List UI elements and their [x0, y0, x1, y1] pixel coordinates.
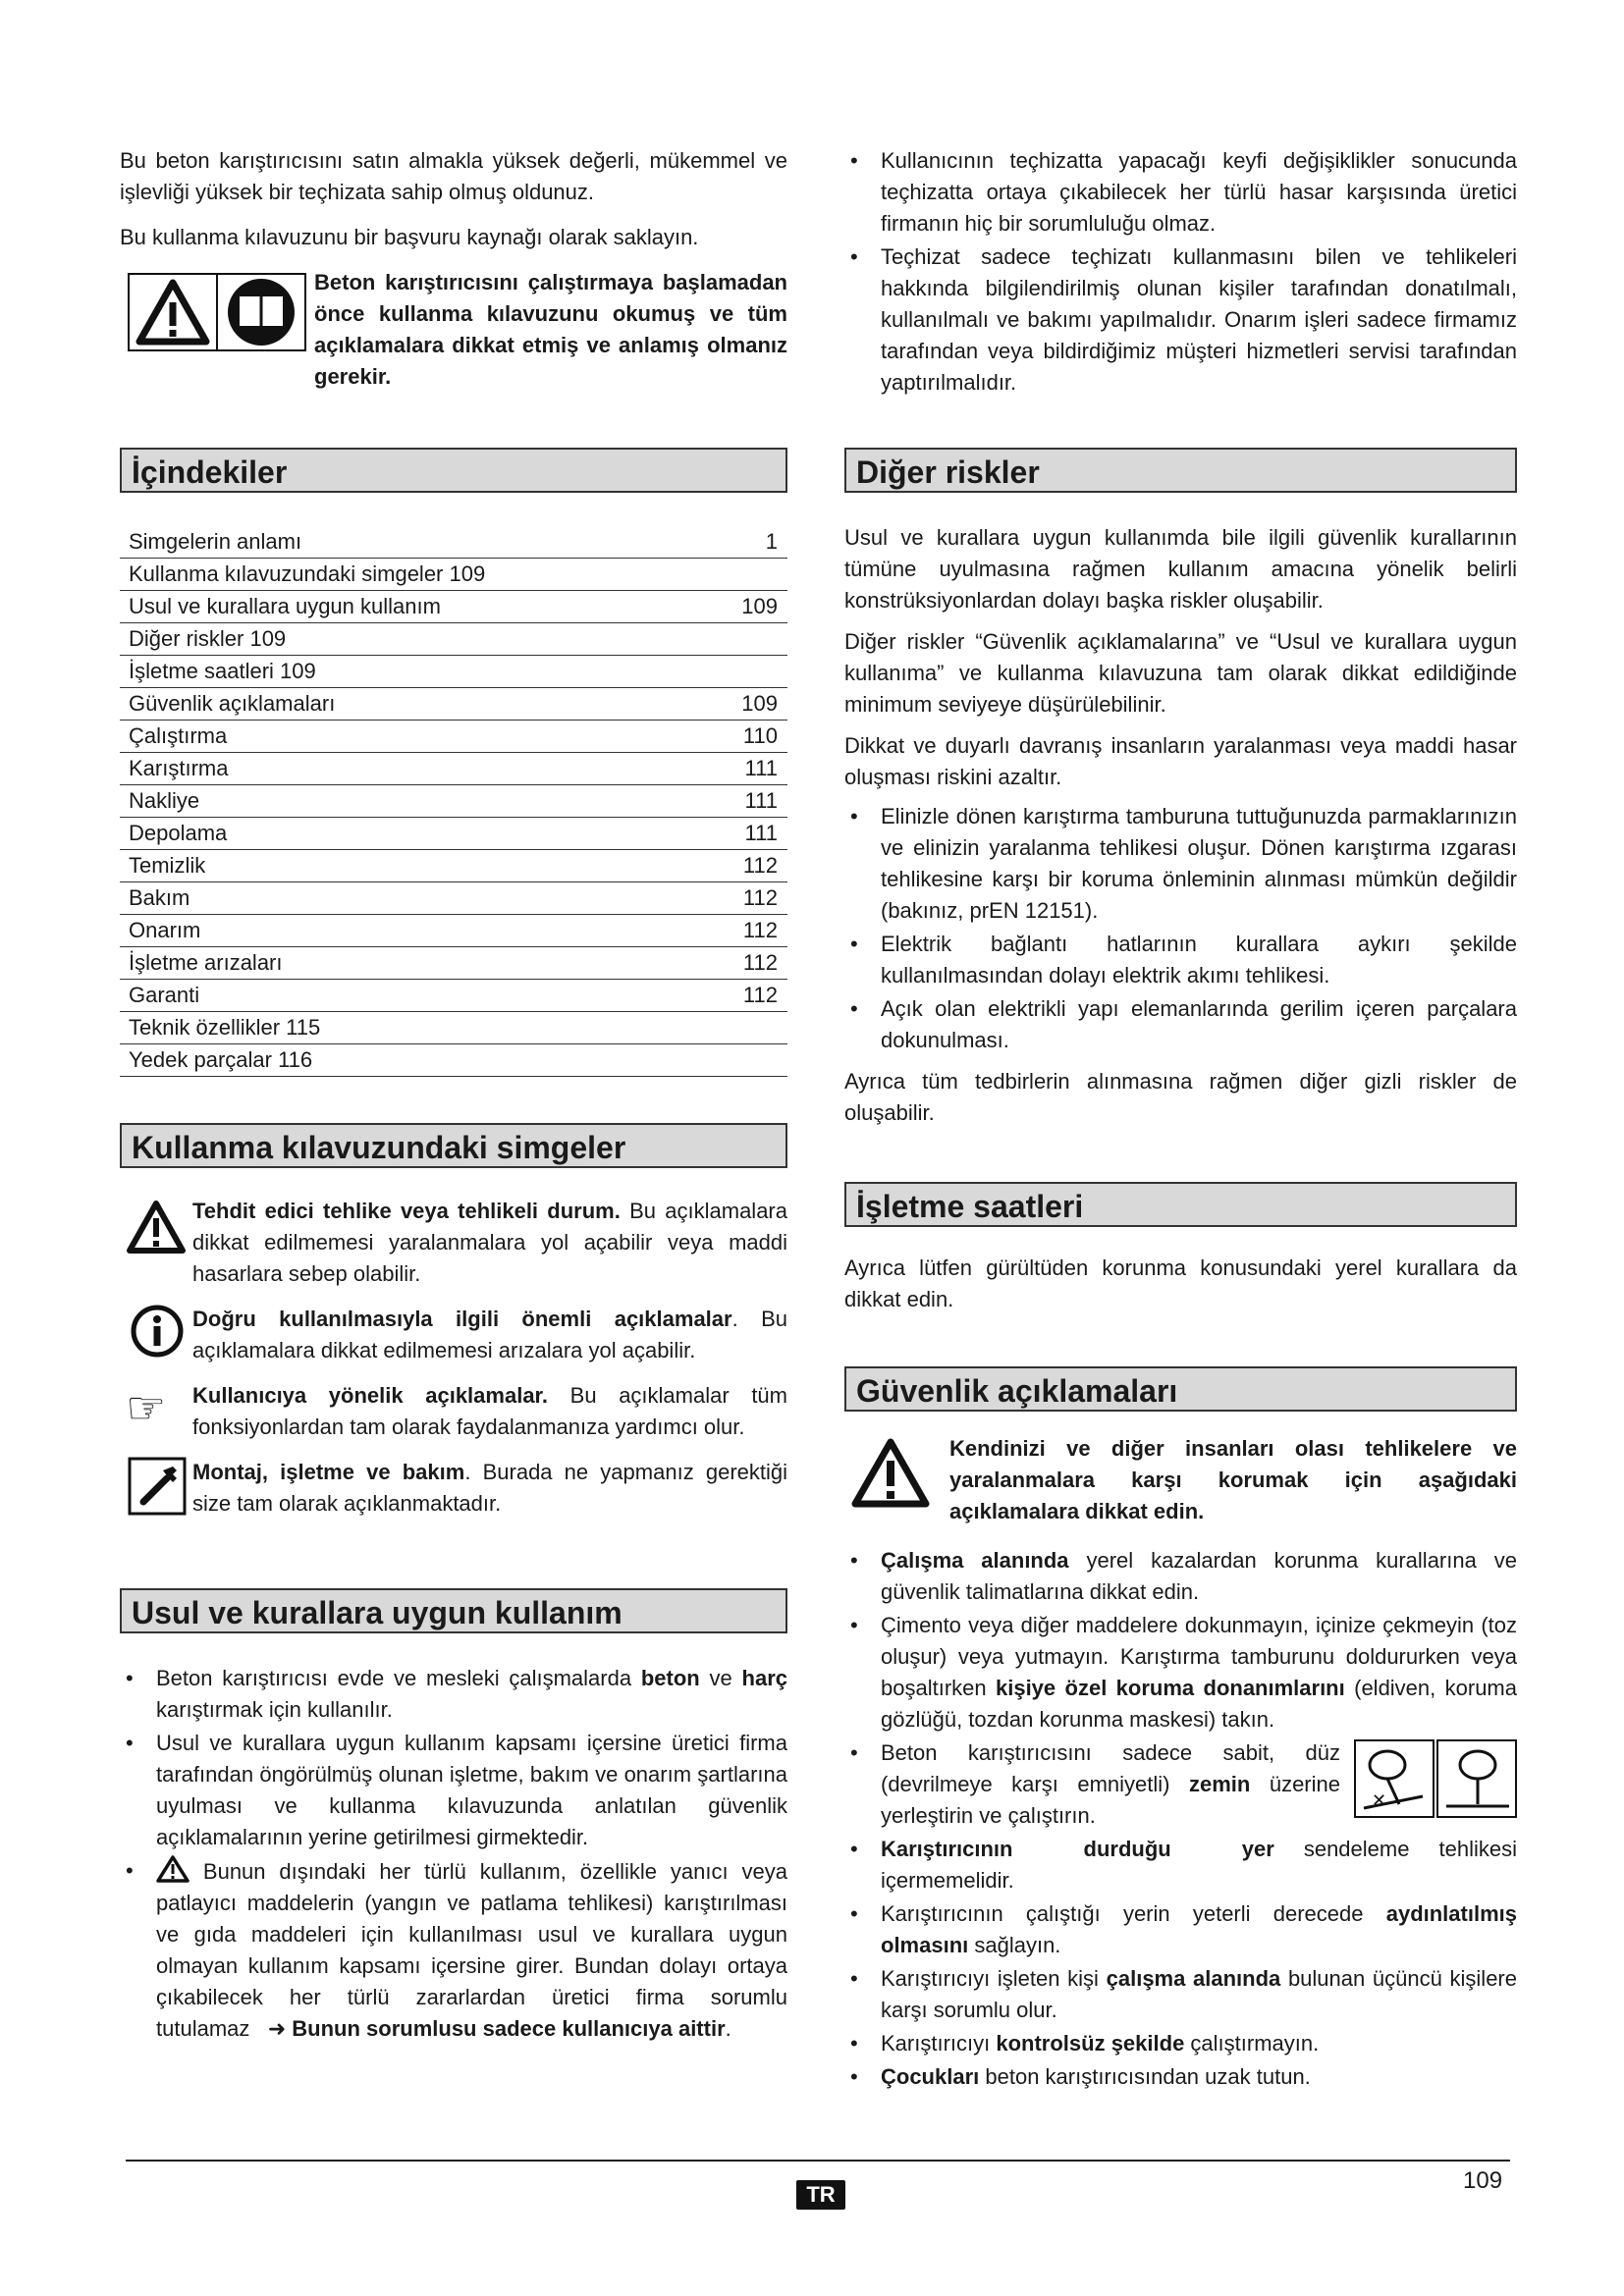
- usage-heading: Usul ve kurallara uygun kullanım: [120, 1588, 787, 1633]
- toc-row: [120, 947, 787, 980]
- toc-page: 111: [744, 788, 778, 813]
- right-column: [844, 145, 1517, 2089]
- toc-label: İşletme arızaları: [129, 950, 283, 975]
- toc-row: [120, 850, 787, 882]
- intro-paragraph-1: Bu beton karıştırıcısını satın almakla yüksek değerli, mükemmel ve işlevliği yüksek bir teçhizata sahip olmuş oldunuz.: [120, 148, 787, 204]
- risks-heading: Diğer riskler: [844, 448, 1517, 493]
- warning-triangle-small-icon: [156, 1855, 189, 1883]
- pointing-hand-icon: ☞: [126, 1381, 167, 1434]
- safety-list: [844, 1545, 1517, 2093]
- toc-label: Güvenlik açıklamaları: [129, 691, 336, 716]
- wrench-icon: [128, 1457, 187, 1516]
- safety-warning-text: Kendinizi ve diğer insanları olası tehlikelere ve yaralanmalara karşı korumak için aşağıdaki açıklamalara dikkat edin.: [949, 1436, 1517, 1523]
- toc-page: 109: [741, 594, 778, 618]
- arrow-icon: ➜: [267, 2016, 287, 2041]
- toc-label: Bakım: [129, 885, 190, 910]
- right-intro-list: [844, 145, 1517, 399]
- toc-table: [120, 526, 787, 1077]
- safety-item-4: • Karıştırıcının durduğu yer sendeleme tehlikesi içermemelidir.: [844, 1834, 1517, 1896]
- hours-paragraph: Ayrıca lütfen gürültüden korunma konusundaki yerel kurallara da dikkat edin.: [844, 1255, 1517, 1311]
- symbols-heading: Kullanma kılavuzundaki simgeler: [120, 1123, 787, 1168]
- toc-row: [120, 1044, 787, 1077]
- toc-row: [120, 721, 787, 753]
- symbol-4-text: . Burada ne yapmanız gerektiği size tam olarak açıklanmaktadır.: [192, 1460, 787, 1516]
- toc-label: Diğer riskler 109: [129, 626, 287, 651]
- safety-item-7: • Karıştırıcıyı kontrolsüz şekilde çalıştırmayın.: [844, 2028, 1517, 2059]
- safety-item-3: • ✕ Beton karıştırıcısını sadece sabit, düz (devrilmeye karşı emniyetli) zemin üzerine yerleştirin ve çalıştırın.: [844, 1737, 1517, 1832]
- toc-row: [120, 753, 787, 785]
- risks-item-3: • Açık olan elektrikli yapı elemanlarında gerilim içeren parçalara dokunulması.: [844, 993, 1517, 1056]
- svg-text:✕: • ✕: [1372, 1790, 1387, 1811]
- symbol-4-bold: Montaj, işletme ve bakım: [192, 1460, 465, 1484]
- page-number: 109: [1463, 2167, 1503, 2194]
- toc-label: Yedek parçalar 116: [129, 1047, 313, 1072]
- toc-row: [120, 818, 787, 850]
- toc-label: Kullanma kılavuzundaki simgeler 109: [129, 561, 486, 586]
- toc-label: Usul ve kurallara uygun kullanım: [129, 594, 441, 618]
- symbol-3-text: Bu açıklamalar tüm fonksiyonlardan tam olarak faydalanmanıza yardımcı olur.: [192, 1383, 787, 1439]
- safety-item-5: • Karıştırıcının çalıştığı yerin yeterli derecede aydınlatılmış olmasını sağlayın.: [844, 1898, 1517, 1961]
- warning-manual-icon: [128, 273, 306, 351]
- symbol-3-bold: Kullanıcıya yönelik açıklamalar.: [192, 1383, 549, 1408]
- risks-paragraph-2: Diğer riskler “Güvenlik açıklamalarına” ve “Usul ve kurallara uygun kullanıma” ve kullanma kılavuzuna tam olarak dikkat edildiğinde minimum seviyeye düşürülebilinir.: [844, 629, 1517, 717]
- toc-row: [120, 688, 787, 721]
- risks-paragraph-4: Ayrıca tüm tedbirlerin alınmasına rağmen diğer gizli riskler de oluşabilir.: [844, 1069, 1517, 1125]
- symbol-2-bold: Doğru kullanılmasıyla ilgili önemli açıklamalar: [192, 1307, 732, 1331]
- toc-page: 112: [742, 983, 778, 1007]
- mixer-ground-icon: [1354, 1739, 1517, 1818]
- risks-paragraph-3: Dikkat ve duyarlı davranış insanların yaralanması veya maddi hasar oluşması riskini azaltır.: [844, 733, 1517, 789]
- hours-heading: İşletme saatleri: [844, 1182, 1517, 1227]
- toc-page: 112: [742, 853, 778, 878]
- symbol-2-text: . Bu açıklamalara dikkat edilmemesi arızalara yol açabilir.: [192, 1307, 787, 1362]
- toc-row: [120, 882, 787, 915]
- toc-row: [120, 915, 787, 947]
- toc-row: [120, 526, 787, 559]
- risks-paragraph-1: Usul ve kurallara uygun kullanımda bile ilgili güvenlik kurallarının tümüne uyulmasına rağmen kullanım amacına yönelik belirli konstrüksiyonlardan dolayı başka riskler oluşabilir.: [844, 525, 1517, 613]
- toc-page: 109: [741, 691, 778, 716]
- toc-page: 1: [765, 529, 778, 554]
- toc-page: 111: [744, 821, 778, 845]
- toc-label: Garanti: [129, 983, 200, 1007]
- symbol-row-danger: [120, 1196, 787, 1290]
- toc-label: Onarım: [129, 918, 201, 942]
- toc-label: Teknik özellikler 115: [129, 1015, 321, 1040]
- toc-label: Nakliye: [129, 788, 200, 813]
- usage-item-2: • Usul ve kurallara uygun kullanım kapsamı içersine üretici firma tarafından öngörülmüş olunan işletme, bakım ve onarım şartlarına uyulması ve kullanma kılavuzunda anlatılan güvenlik açıklamalarının yerine getirilmesi girmektedir.: [120, 1728, 787, 1853]
- footer-rule: [126, 2160, 1510, 2162]
- risks-item-1: • Elinizle dönen karıştırma tamburuna tuttuğunuzda parmaklarınızın ve elinizin yaralanma tehlikesi oluşur. Dönen karıştırma ızgarası tehlikesine karşı bir koruma önleminin alınması mümkün değildir (bakınız, prEN 12151).: [844, 801, 1517, 927]
- toc-page: 112: [742, 918, 778, 942]
- usage-item-3: • Bunun dışındaki her türlü kullanım, özellikle yanıcı veya patlayıcı maddelerin (yangın ve patlama tehlikesi) karıştırılması ve gıda maddeleri için kullanılması usul ve kurallara uygun olmayan kullanım kapsamı içersine girer. Bundan dolayı ortaya çıkabilecek her türlü zararlardan üretici firma sorumlu tutulamaz ➜ Bunun sorumlusu sadece kullanıcıya aittir.: [120, 1855, 787, 2045]
- toc-row: [120, 656, 787, 688]
- symbol-row-hint: [120, 1380, 787, 1443]
- safety-heading: Güvenlik açıklamaları: [844, 1366, 1517, 1412]
- symbol-1-bold: Tehdit edici tehlike veya tehlikeli durum.: [192, 1199, 621, 1223]
- risks-item-2: • Elektrik bağlantı hatlarının kurallara aykırı şekilde kullanılmasından dolayı elektrik akımı tehlikesi.: [844, 929, 1517, 991]
- intro-paragraph-2: Bu kullanma kılavuzunu bir başvuru kaynağı olarak saklayın.: [120, 225, 699, 249]
- left-column: [120, 145, 787, 2041]
- toc-page: 112: [742, 885, 778, 910]
- toc-label: Temizlik: [129, 853, 206, 878]
- toc-label: Simgelerin anlamı: [129, 529, 302, 554]
- language-badge: TR: [796, 2180, 845, 2210]
- usage-list: [120, 1663, 787, 2047]
- warning-triangle-large-icon: [850, 1437, 931, 1510]
- intro-warning-text: Beton karıştırıcısını çalıştırmaya başlamadan önce kullanma kılavuzunu okumuş ve tüm açıklamalara dikkat etmiş ve anlamış olmanız gerekir.: [314, 270, 787, 389]
- safety-warning: [844, 1433, 1517, 1527]
- symbol-row-info: [120, 1304, 787, 1366]
- warning-triangle-icon: [126, 1200, 187, 1255]
- toc-row: [120, 559, 787, 591]
- symbol-row-maintenance: [120, 1457, 787, 1521]
- right-intro-item-1: • Kullanıcının teçhizatta yapacağı keyfi değişiklikler sonucunda teçhizatta ortaya çıkabilecek her türlü hasar karşısında üretici firmanın hiç bir sorumluluğu olmaz.: [844, 145, 1517, 240]
- toc-row: [120, 623, 787, 656]
- right-intro-item-2: • Teçhizat sadece teçhizatı kullanmasını bilen ve tehlikeleri hakkında bilgilendirilmiş olunan kişiler tarafından donatılmalı, kullanılmalı ve bakımı yapılmalıdır. Onarım işleri sadece firmamız tarafından veya bildirdiğimiz müşteri hizmetleri servisi tarafından yaptırılmalıdır.: [844, 241, 1517, 399]
- safety-item-2: • Çimento veya diğer maddelere dokunmayın, içinize çekmeyin (toz oluşur) veya yutmayın. Karıştırma tamburunu doldururken veya boşaltırken kişiye özel koruma donanımlarını (eldiven, koruma gözlüğü, tozdan korunma maskesi) takın.: [844, 1610, 1517, 1735]
- safety-item-8: • Çocukları beton karıştırıcısından uzak tutun.: [844, 2061, 1517, 2093]
- intro-warning: [120, 267, 787, 389]
- toc-row: [120, 785, 787, 818]
- toc-row: [120, 1012, 787, 1044]
- toc-row: [120, 980, 787, 1012]
- toc-row: [120, 591, 787, 623]
- toc-page: 110: [742, 723, 778, 748]
- toc-label: Karıştırma: [129, 756, 229, 780]
- info-icon: [130, 1304, 185, 1359]
- symbol-1-text: Bu açıklamalara dikkat edilmemesi yaralanmalara yol açabilir veya maddi hasarlara sebep olabilir.: [192, 1199, 787, 1286]
- risks-list: [844, 801, 1517, 1056]
- toc-page: 112: [742, 950, 778, 975]
- toc-label: Çalıştırma: [129, 723, 228, 748]
- safety-item-6: • Karıştırıcıyı işleten kişi çalışma alanında bulunan üçüncü kişilere karşı sorumlu olur.: [844, 1963, 1517, 2026]
- toc-label: İşletme saatleri 109: [129, 659, 316, 683]
- toc-page: 111: [744, 756, 778, 780]
- toc-heading: İçindekiler: [120, 448, 787, 493]
- toc-label: Depolama: [129, 821, 228, 845]
- safety-item-1: • Çalışma alanında yerel kazalardan korunma kurallarına ve güvenlik talimatlarına dikkat edin.: [844, 1545, 1517, 1608]
- usage-item-1: • Beton karıştırıcısı evde ve mesleki çalışmalarda beton ve harç karıştırmak için kullanılır.: [120, 1663, 787, 1726]
